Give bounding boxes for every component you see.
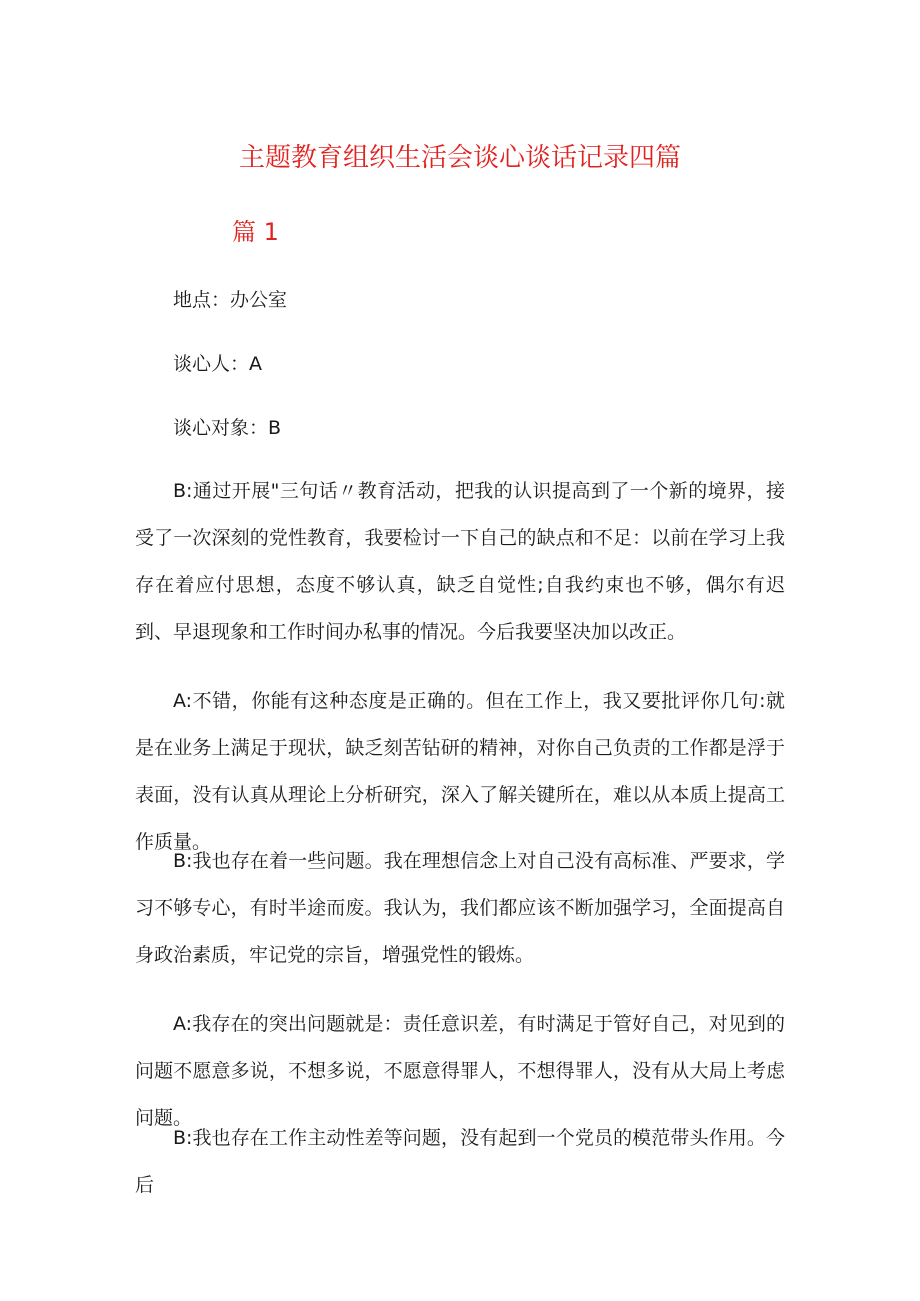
- section-heading: 篇 1: [232, 218, 279, 246]
- paragraph-2: A:不错，你能有这种态度是正确的。但在工作上，我又要批评你几句:就是在业务上满足于现状，缺乏刻苦钻研的精神，对你自己负责的工作都是浮于表面，没有认真从理论上分析研究，深入了解关键所在，难以从本质上提高工作质量。: [135, 690, 785, 853]
- meta-speaker: 谈心人：A: [173, 353, 262, 375]
- meta-target: 谈心对象：B: [173, 417, 282, 439]
- meta-location: 地点：办公室: [173, 289, 288, 311]
- paragraph-1: B:通过开展"三句话〃教育活动，把我的认识提高到了一个新的境界，接受了一次深刻的党性教育，我要检讨一下自己的缺点和不足：以前在学习上我存在着应付思想，态度不够认真，缺乏自觉性;自我约束也不够，偶尔有迟到、早退现象和工作时间办私事的情况。今后我要坚决加以改正。: [135, 480, 785, 643]
- paragraph-5: B:我也存在工作主动性差等问题，没有起到一个党员的模范带头作用。今后: [135, 1127, 785, 1196]
- paragraph-3: B:我也存在着一些问题。我在理想信念上对自己没有高标准、严要求，学习不够专心，有时半途而废。我认为，我们都应该不断加强学习，全面提高自身政治素质，牢记党的宗旨，增强党性的锻炼。: [135, 850, 785, 966]
- paragraph-4: A:我存在的突出问题就是：责任意识差，有时满足于管好自己，对见到的问题不愿意多说，不想多说，不愿意得罪人，不想得罪人，没有从大局上考虑问题。: [135, 1013, 785, 1129]
- document-title: 主题教育组织生活会谈心谈话记录四篇: [238, 143, 681, 173]
